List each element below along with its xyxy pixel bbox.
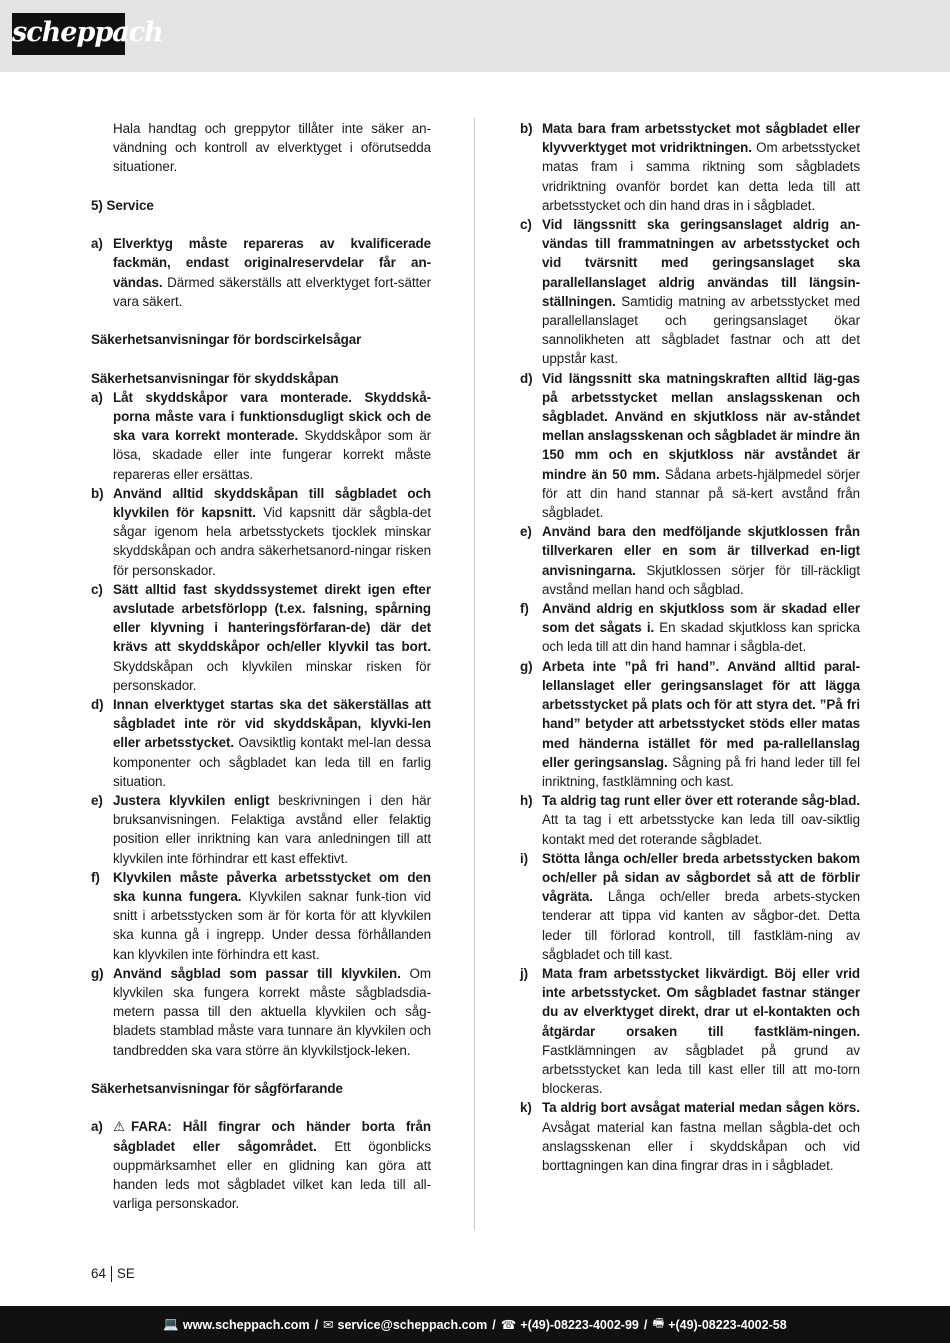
item-text: Skjutklossen sörjer för till-räckligt avstånd mellan hand och sågblad. (542, 562, 860, 597)
computer-icon: 💻 (163, 1317, 179, 1331)
item-text: Att ta tag i ett arbetsstycke kan leda till oav-siktlig kontakt med det roterande sågbladet. (542, 812, 860, 847)
item-bold-text: Mata fram arbetsstycket likvärdigt. Böj eller vrid inte arbetsstycket. Om sågbladet fastnar stänger du av elverktyget direkt, drar ut el-kontakten och åtgärdar orsaken till fastkläm-ningen. (542, 965, 860, 1039)
procedure-heading: Säkerhetsanvisningar för sågförfarande (91, 1081, 343, 1097)
warning-bold-text: FARA: Håll fingrar och händer borta från sågbladet eller sågområdet. (113, 1119, 431, 1154)
footer-separator: / (643, 1317, 648, 1332)
item-label: a) (91, 1119, 103, 1135)
item-text: Skyddskåpor som är lösa, skadade eller inte fungerar korrekt måste repareras eller ersättas. (113, 428, 431, 482)
column-divider (474, 118, 475, 1230)
item-bold-text: Använd alltid skyddskåpan till sågbladet och klyvkilen för kapsnitt. (113, 485, 431, 520)
item-bold-text: Klyvkilen måste påverka arbetsstycket om den ska kunna fungera. (113, 869, 431, 905)
item-label: d) (91, 697, 104, 713)
item-bold-text: Låt skyddskåpor vara monterade. Skyddskå-porna måste vara i funktionsdugligt skick och de ska vara korrekt monterade. (113, 389, 431, 444)
item-bold-text: Använd aldrig en skjutkloss som är skadad eller som det sågats i. (542, 601, 860, 636)
footer-bar (0, 1306, 950, 1343)
item-body (542, 964, 860, 1098)
footer-web-link[interactable]: www.scheppach.com (182, 1317, 310, 1332)
right-column (520, 119, 860, 1175)
list-item (520, 964, 860, 1098)
item-bold-text: Vid längssnitt ska matningskraften alltid läg-gas på arbetsstycket mellan anslagsskenan och sågbladet. Använd en skjutkloss när av-ståndet mellan anslagsskenan och sågbladet är mindre än 150 mm och en skjutkloss när avståndet är mindre än 50 mm. (542, 370, 860, 482)
item-text: En skadad skjutkloss kan spricka och leda till att din hand hamnar i sågbla-det. (542, 620, 860, 655)
item-label: g) (520, 658, 533, 674)
item-bold-text: Ta aldrig tag runt eller över ett roterande såg-blad. (542, 793, 860, 809)
item-body (542, 599, 860, 657)
footer-mail-link[interactable]: service@scheppach.com (337, 1317, 488, 1332)
item-text: Oavsiktlig kontakt mel-lan dessa komponenter och sågbladet kan leda till en farlig situation. (113, 735, 431, 789)
item-label: b) (520, 121, 533, 136)
item-label: c) (91, 581, 103, 597)
item-body (113, 484, 431, 580)
list-item (520, 215, 860, 369)
page-language: SE (116, 1266, 135, 1281)
list-item (91, 1117, 431, 1213)
item-text: Klyvkilen saknar funk-tion vid snitt i arbetsstycken som är för korta för att klyvkilen ska kunna gå i ingrepp. Under dessa förhållanden kan klyvkilen inte förhindra ett kast. (113, 889, 431, 962)
item-text: Sågning på fri hand leder till fel inriktning, fastklämning och kast. (542, 754, 860, 789)
phone-icon: ☎ (500, 1318, 517, 1332)
item-body (542, 369, 860, 523)
item-text: Avsågat material kan fastna mellan sågbla-det och anslagsskenan eller i skyddskåpan och vid borttagningen kan dina fingrar dras in i sågbladet. (542, 1119, 860, 1173)
item-label: a) (91, 389, 103, 405)
item-label: i) (520, 850, 529, 866)
list-item (520, 1098, 860, 1175)
item-label: g) (91, 965, 104, 981)
item-label: e) (520, 524, 532, 540)
item-body (542, 849, 860, 964)
item-text: Vid kapsnitt där sågbla-det sågar igenom hela arbetsstyckets tjocklek minskar skyddskåpan och andra säkerhetsanord-ningar risken för personskador. (113, 505, 431, 578)
list-item (520, 369, 860, 523)
item-body (113, 791, 431, 868)
item-bold-text: Mata bara fram arbetsstycket mot sågbladet eller klyvverktyget mot vridriktningen. (542, 121, 860, 156)
table-saw-heading: Säkerhetsanvisningar för bordscirkelsågar (91, 332, 362, 348)
item-text: Fastklämningen av sågbladet på grund av arbetsstycket kan leda till kast eller till att mo-torn blockeras. (542, 1042, 860, 1097)
warning-icon: ⚠ (113, 1119, 125, 1135)
list-item (91, 388, 431, 484)
item-label: f) (520, 601, 529, 617)
item-body (542, 1098, 860, 1175)
mail-icon: ✉ (323, 1318, 334, 1332)
item-bold-text: Stötta långa och/eller breda arbetsstycken bakom och/eller på sidan av sågbordet så att de förblir vågräta. (542, 850, 860, 905)
guard-heading: Säkerhetsanvisningar för skyddskåpan (91, 370, 339, 386)
left-column (91, 119, 431, 1213)
item-bold-text: Elverktyg måste repareras av kvalificerade fackmän, endast originalreservdelar får an-vändas. (113, 236, 431, 290)
item-bold-text: Använd sågblad som passar till klyvkilen. (113, 965, 401, 981)
header-band (0, 0, 950, 72)
item-label: a) (91, 236, 103, 252)
item-text: Långa och/eller breda arbets-stycken tenderar att tippa vid kanten av sågbor-det. Detta leder till förlorad kontroll, till fastkläm-ning av sågbladet och till kast. (542, 889, 860, 962)
item-label: d) (520, 370, 533, 386)
footer-separator: / (492, 1317, 496, 1332)
page-number-value: 64 (91, 1266, 106, 1281)
list-item (520, 791, 860, 849)
item-body (113, 388, 431, 484)
item-text: Skyddskåpan och klyvkilen minskar risken för personskador. (113, 658, 431, 693)
item-text: Om arbetsstycket matas fram i samma riktning som sågbladets vridriktning ovanför bordet kan detta leda till att arbetsstycket och din hand dras in i sågbladet. (542, 140, 860, 213)
item-bold-text: Justera klyvkilen enligt (113, 793, 270, 809)
intro-paragraph: Hala handtag och greppytor tillåter inte säker an-vändning och kontroll av elverktyget i oförutsedda situationer. (113, 121, 431, 175)
item-body (113, 234, 431, 311)
list-item (520, 119, 860, 215)
item-text: Ett ögonblicks ouppmärksamhet eller en glidning kan göra att handen leds mot sågbladet vilket kan leda till all-varliga personskador. (113, 1138, 431, 1212)
list-item (91, 868, 431, 964)
item-label: k) (520, 1100, 532, 1116)
item-text: Sådana arbets-hjälpmedel sörjer för att din hand stannar på sä-kert avstånd från sågbladet. (542, 466, 860, 521)
list-item (91, 964, 431, 1060)
footer-web (163, 1317, 309, 1332)
footer-fax-number: +(49)-08223-4002-58 (668, 1317, 787, 1332)
item-bold-text: Sätt alltid fast skyddssystemet direkt igen efter avslutade arbetsförlopp (t.ex. falsning, spårning eller klyvning i hanteringsförfaran-de) där det krävs att skyddskåpor och/eller klyvkil tas bort. (113, 581, 431, 655)
footer-phone (501, 1317, 639, 1332)
item-text: Om klyvkilen ska fungera korrekt måste sågbladsdia-metern passa till den aktuella klyvkilen och såg-bladets stamblad måste vara tunnare än klyvkilen och tandbredden ska vara större än klyvkilstjock-leken. (113, 965, 432, 1058)
footer-separator: / (314, 1317, 319, 1332)
list-item (520, 849, 860, 964)
list-item (91, 580, 431, 695)
list-item (91, 791, 431, 868)
item-body (542, 215, 860, 369)
item-label: c) (520, 217, 532, 233)
footer-phone-number[interactable]: +(49)-08223-4002-99 (520, 1317, 639, 1332)
item-text: Samtidig matning av arbetsstycket med parallellanslaget och geringsanslaget ökar sannolikheten att sågbladet fastnar och att det uppstår kast. (542, 293, 860, 367)
list-item (520, 599, 860, 657)
item-label: e) (91, 793, 103, 809)
item-body (542, 522, 860, 599)
item-bold-text: Använd bara den medföljande skjutklossen från tillverkaren eller en som är tillverkad en-ligt anvisningarna. (542, 524, 860, 578)
item-body (113, 964, 431, 1060)
item-bold-text: Arbeta inte ”på fri hand”. Använd alltid paral-lellanslaget eller geringsanslaget för att lägga arbetsstycket på plats och för att styra det. ”På fri hand” betyder att arbetsstycket stöds eller matas med händerna istället för med pa-rallellanslag eller geringsanslag. (542, 658, 860, 770)
item-label: j) (520, 965, 529, 981)
item-body (113, 1117, 431, 1213)
service-heading: 5) Service (91, 197, 154, 213)
item-label: b) (91, 485, 104, 501)
item-body (542, 791, 860, 849)
page-number (91, 1266, 135, 1282)
page-number-divider (111, 1266, 112, 1282)
item-bold-text: Innan elverktyget startas ska det säkerställas att sågbladet inte rör vid skyddskåpan, klyvki-len eller arbetsstycket. (113, 697, 431, 751)
list-item (520, 522, 860, 599)
item-text: Därmed säkerställs att elverktyget fort-sätter vara säkert. (113, 274, 431, 309)
fax-icon: 🖷 (652, 1316, 665, 1330)
guard-list (91, 388, 431, 1060)
footer-fax (652, 1314, 786, 1335)
list-item (520, 657, 860, 791)
list-item (91, 234, 431, 311)
list-item (91, 695, 431, 791)
item-body (113, 868, 431, 964)
item-text: beskrivningen i den här bruksanvisningen. Felaktiga avstånd eller felaktig position eller inriktning kan vara anledningen till att klyvkilen inte förhindrar ett kast effektivt. (113, 793, 431, 866)
item-body (542, 657, 860, 791)
item-body (542, 119, 860, 215)
item-body (113, 580, 431, 695)
item-label: h) (520, 793, 533, 809)
scheppach-logo: scheppach (12, 13, 125, 55)
item-body (113, 695, 431, 791)
item-bold-text: Vid längssnitt ska geringsanslaget aldrig an-vändas till frammatningen av arbetsstycket och vid tvärsnitt med geringsanslaget ska parallellanslaget aldrig användas till längsin-ställningen. (542, 217, 860, 309)
list-item (91, 484, 431, 580)
item-label: f) (91, 869, 100, 885)
footer-mail (323, 1317, 487, 1332)
item-bold-text: Ta aldrig bort avsågat material medan sågen körs. (542, 1100, 860, 1116)
